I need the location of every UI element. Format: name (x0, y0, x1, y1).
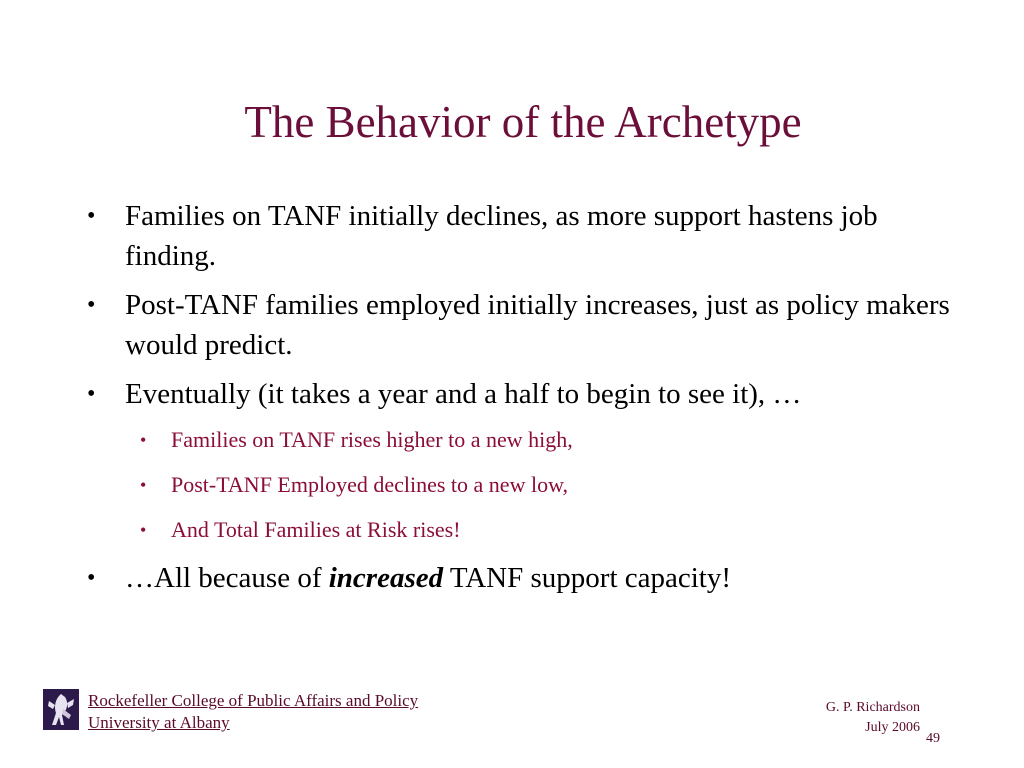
bullet-dot-icon: • (87, 381, 96, 407)
bullet-emphasis: increased (328, 562, 444, 594)
bullet-text: Families on TANF initially declines, as more support hastens job finding. (125, 200, 878, 272)
bullet-dot-icon: • (87, 292, 96, 318)
sub-bullet-list (140, 425, 960, 545)
bullet-item (87, 285, 967, 365)
sub-bullet-item (140, 470, 960, 500)
sub-bullet-text: Post-TANF Employed declines to a new low, (171, 472, 569, 497)
bullet-list (87, 196, 967, 414)
bullet-text-prefix: …All because of (125, 562, 329, 594)
institution-block (88, 690, 418, 734)
author-name: G. P. Richardson (825, 700, 920, 715)
sub-bullet-item (140, 425, 960, 455)
rockefeller-college-logo-icon (43, 689, 79, 730)
institution-line-2: University at Albany (88, 713, 230, 732)
presentation-date: July 2006 (865, 720, 920, 735)
sub-bullet-dot-icon: • (140, 475, 147, 495)
bullet-text-suffix: TANF support capacity! (443, 562, 732, 594)
bullet-item (87, 196, 967, 276)
sub-bullet-dot-icon: • (140, 520, 147, 540)
final-bullet-list (87, 558, 967, 598)
bullet-item (87, 558, 967, 598)
bullet-dot-icon: • (87, 203, 96, 229)
sub-bullet-text: And Total Families at Risk rises! (171, 517, 461, 542)
sub-bullet-text: Families on TANF rises higher to a new high, (171, 427, 573, 452)
sub-bullet-item (140, 515, 960, 545)
sub-bullet-dot-icon: • (140, 430, 147, 450)
bullet-dot-icon: • (87, 565, 96, 591)
bullet-text: Post-TANF families employed initially increases, just as policy makers would predict. (125, 289, 950, 361)
bullet-text: Eventually (it takes a year and a half to begin to see it), … (125, 378, 802, 410)
slide-title: The Behavior of the Archetype (244, 97, 802, 147)
institution-line-1: Rockefeller College of Public Affairs and Policy (88, 691, 419, 710)
author-block (826, 698, 920, 738)
bullet-item (87, 374, 967, 414)
page-number: 49 (926, 731, 940, 746)
